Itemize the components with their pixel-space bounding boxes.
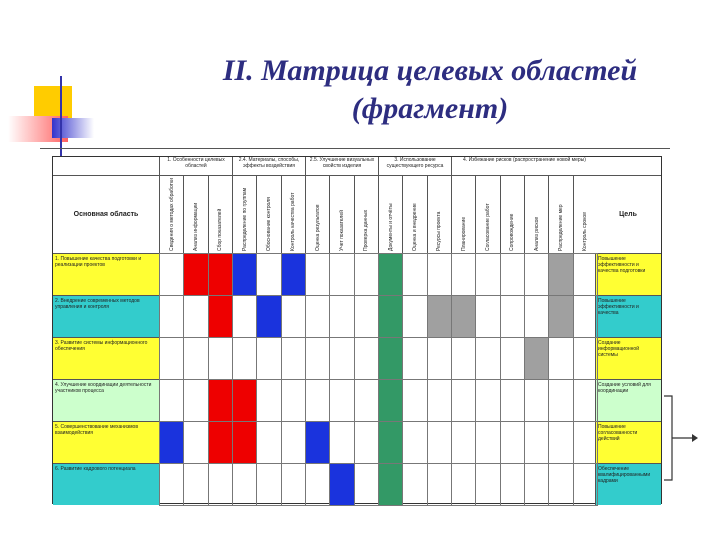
matrix-cell <box>354 295 379 338</box>
matrix-cell <box>183 379 208 422</box>
column-group-header: 2.4. Материалы, способы, эффекты воздействия <box>232 157 305 175</box>
matrix-cell <box>402 463 427 506</box>
matrix-cell <box>500 295 525 338</box>
row-label: 1. Повышение качества подготовки и реализации проектов <box>53 253 159 295</box>
matrix-cell <box>159 337 184 380</box>
row-label: 6. Развитие кадрового потенциала <box>53 463 159 505</box>
column-header-label: Распределение по группам <box>241 187 248 251</box>
column-header <box>281 175 305 253</box>
matrix-cell <box>305 295 330 338</box>
matrix-cell <box>183 463 208 506</box>
matrix-cell-filled <box>208 421 233 464</box>
matrix-cell <box>475 463 500 506</box>
matrix-cell <box>183 421 208 464</box>
column-group-header: 4. Избежание рисков (распространение новой меры) <box>451 157 597 175</box>
matrix-cell-filled <box>305 421 330 464</box>
column-header-label: Оценка результатов <box>314 204 321 251</box>
column-header <box>329 175 353 253</box>
title-line-1: II. Матрица целевых областей <box>222 54 638 87</box>
matrix-cell <box>451 421 476 464</box>
column-header-label: Оценка и внедрение <box>411 203 418 251</box>
matrix-cell <box>427 463 452 506</box>
matrix-cell <box>524 295 549 338</box>
column-header <box>548 175 572 253</box>
column-header <box>451 175 475 253</box>
matrix-cell <box>159 379 184 422</box>
column-group-header: 3. Использование существующего ресурса <box>378 157 451 175</box>
matrix-cell-filled <box>183 253 208 296</box>
matrix-cell-filled <box>208 295 233 338</box>
column-header-label: Учет показателей <box>338 210 345 251</box>
column-header-label: Распределение мер <box>557 204 564 251</box>
matrix-cell-filled <box>378 295 403 338</box>
matrix-cell-filled <box>232 379 257 422</box>
matrix-cell <box>402 253 427 296</box>
matrix-cell-filled <box>232 253 257 296</box>
matrix-cell <box>500 463 525 506</box>
matrix-cell-filled <box>208 253 233 296</box>
matrix-cell-filled <box>329 463 354 506</box>
matrix-cell-filled <box>427 295 452 338</box>
matrix-cell <box>573 463 598 506</box>
main-area-header: Основная область <box>73 210 139 218</box>
matrix-cell <box>524 379 549 422</box>
matrix-cell <box>232 337 257 380</box>
matrix-cell <box>427 253 452 296</box>
title-line-2: (фрагмент) <box>351 92 509 125</box>
column-header <box>232 175 256 253</box>
matrix-cell <box>232 295 257 338</box>
matrix-cell <box>159 295 184 338</box>
matrix-cell <box>183 337 208 380</box>
matrix-cell <box>500 337 525 380</box>
matrix-cell <box>548 337 573 380</box>
matrix-cell <box>354 253 379 296</box>
matrix-cell <box>354 379 379 422</box>
matrix-cell <box>329 337 354 380</box>
matrix-cell <box>281 337 306 380</box>
page-title <box>150 52 710 128</box>
matrix-cell <box>427 421 452 464</box>
matrix-cell <box>354 421 379 464</box>
bracket-arrow <box>662 394 702 484</box>
matrix-cell <box>183 295 208 338</box>
matrix-cell <box>256 421 281 464</box>
matrix-cell-filled <box>256 295 281 338</box>
column-header <box>402 175 426 253</box>
matrix-cell <box>354 463 379 506</box>
matrix-cell-filled <box>524 337 549 380</box>
matrix-cell <box>500 421 525 464</box>
column-header <box>354 175 378 253</box>
matrix-cell-filled <box>378 379 403 422</box>
matrix-cell <box>573 337 598 380</box>
matrix-cell <box>281 463 306 506</box>
column-header-label: Сведения о методах обработки <box>168 178 175 251</box>
matrix-cell-filled <box>548 295 573 338</box>
matrix-cell <box>573 253 598 296</box>
column-header-label: Анализ рисков <box>533 216 540 251</box>
row-label: 3. Развитие системы информационного обеспечения <box>53 337 159 379</box>
goal-header: Цель <box>619 210 637 218</box>
matrix-cell <box>281 295 306 338</box>
matrix-cell <box>475 379 500 422</box>
matrix-cell <box>402 295 427 338</box>
column-group-header: 1. Особенности целевых областей <box>159 157 232 175</box>
matrix-cell <box>256 253 281 296</box>
matrix-cell <box>548 379 573 422</box>
matrix-cell-filled <box>378 253 403 296</box>
column-header-label: Контроль качества работ <box>290 192 297 251</box>
column-header <box>159 175 183 253</box>
matrix-cell <box>500 379 525 422</box>
column-header-label: Планирование <box>460 216 467 251</box>
matrix-cell <box>475 253 500 296</box>
matrix-cell <box>427 337 452 380</box>
matrix-cell <box>548 463 573 506</box>
matrix-cell <box>475 337 500 380</box>
column-header <box>573 175 597 253</box>
column-header-label: Сопровождение <box>509 213 516 251</box>
matrix-cell-filled <box>281 253 306 296</box>
deco-horizontal-line <box>40 148 670 149</box>
matrix-cell-filled <box>378 337 403 380</box>
column-header <box>208 175 232 253</box>
matrix-cell-filled <box>232 421 257 464</box>
column-header <box>500 175 524 253</box>
matrix-cell <box>451 253 476 296</box>
matrix-cell <box>451 379 476 422</box>
matrix-cell <box>402 379 427 422</box>
matrix-cell <box>305 337 330 380</box>
matrix-cell <box>573 379 598 422</box>
matrix-cell <box>573 295 598 338</box>
deco-blue-bar <box>52 118 94 138</box>
matrix-cell <box>329 295 354 338</box>
matrix-cell <box>524 253 549 296</box>
matrix-cell <box>329 421 354 464</box>
column-header-label: Контроль сроков <box>582 212 589 251</box>
matrix-cell-filled <box>548 253 573 296</box>
matrix-cell <box>451 463 476 506</box>
row-label: 4. Улучшение координации деятельности участников процесса <box>53 379 159 421</box>
matrix-cell <box>159 463 184 506</box>
row-goal: Создание информационной системы <box>595 337 661 379</box>
row-goal: Обеспечение квалифицированными кадрами <box>595 463 661 505</box>
column-header <box>378 175 402 253</box>
row-label: 5. Совершенствование механизмов взаимодействия <box>53 421 159 463</box>
column-header <box>305 175 329 253</box>
matrix-cell <box>524 421 549 464</box>
column-header-label: Анализ информации <box>192 202 199 251</box>
matrix-cell <box>305 379 330 422</box>
matrix-cell <box>159 253 184 296</box>
matrix-cell <box>256 379 281 422</box>
column-header <box>475 175 499 253</box>
matrix-cell <box>475 421 500 464</box>
matrix-cell <box>256 337 281 380</box>
column-header <box>183 175 207 253</box>
matrix-cell <box>402 421 427 464</box>
matrix-cell <box>427 379 452 422</box>
matrix-cell <box>256 463 281 506</box>
matrix-cell-filled <box>159 421 184 464</box>
row-goal: Повышение эффективности и качества <box>595 295 661 337</box>
column-group-header: 2.5. Улучшение визуальных свойств изделия <box>305 157 378 175</box>
column-header <box>427 175 451 253</box>
row-label: 2. Внедрение современных методов управления и контроля <box>53 295 159 337</box>
matrix-cell-filled <box>451 295 476 338</box>
matrix-cell <box>329 379 354 422</box>
column-header-label: Ресурсы проекта <box>436 211 443 251</box>
matrix-cell <box>305 463 330 506</box>
matrix-cell <box>500 253 525 296</box>
target-area-matrix <box>52 156 662 504</box>
matrix-cell <box>451 337 476 380</box>
matrix-cell <box>548 421 573 464</box>
matrix-cell <box>475 295 500 338</box>
matrix-cell <box>354 337 379 380</box>
column-header-label: Документы и отчёты <box>387 203 394 251</box>
matrix-cell-filled <box>208 379 233 422</box>
matrix-cell <box>305 253 330 296</box>
matrix-cell <box>329 253 354 296</box>
matrix-cell <box>281 421 306 464</box>
matrix-cell <box>208 463 233 506</box>
column-header <box>524 175 548 253</box>
column-header-label: Обоснование контроля <box>265 197 272 251</box>
matrix-cell-filled <box>378 421 403 464</box>
matrix-cell <box>573 421 598 464</box>
matrix-cell <box>281 379 306 422</box>
matrix-cell <box>402 337 427 380</box>
column-header <box>256 175 280 253</box>
row-goal: Повышение согласованности действий <box>595 421 661 463</box>
matrix-cell <box>524 463 549 506</box>
column-header-label: Сбор показателей <box>217 208 224 251</box>
matrix-cell <box>232 463 257 506</box>
row-goal: Создание условий для координации <box>595 379 661 421</box>
column-header-label: Проверка данных <box>363 209 370 251</box>
matrix-cell-filled <box>378 463 403 506</box>
matrix-cell <box>208 337 233 380</box>
row-goal: Повышение эффективности и качества подготовки <box>595 253 661 295</box>
column-header-label: Согласование работ <box>484 203 491 251</box>
